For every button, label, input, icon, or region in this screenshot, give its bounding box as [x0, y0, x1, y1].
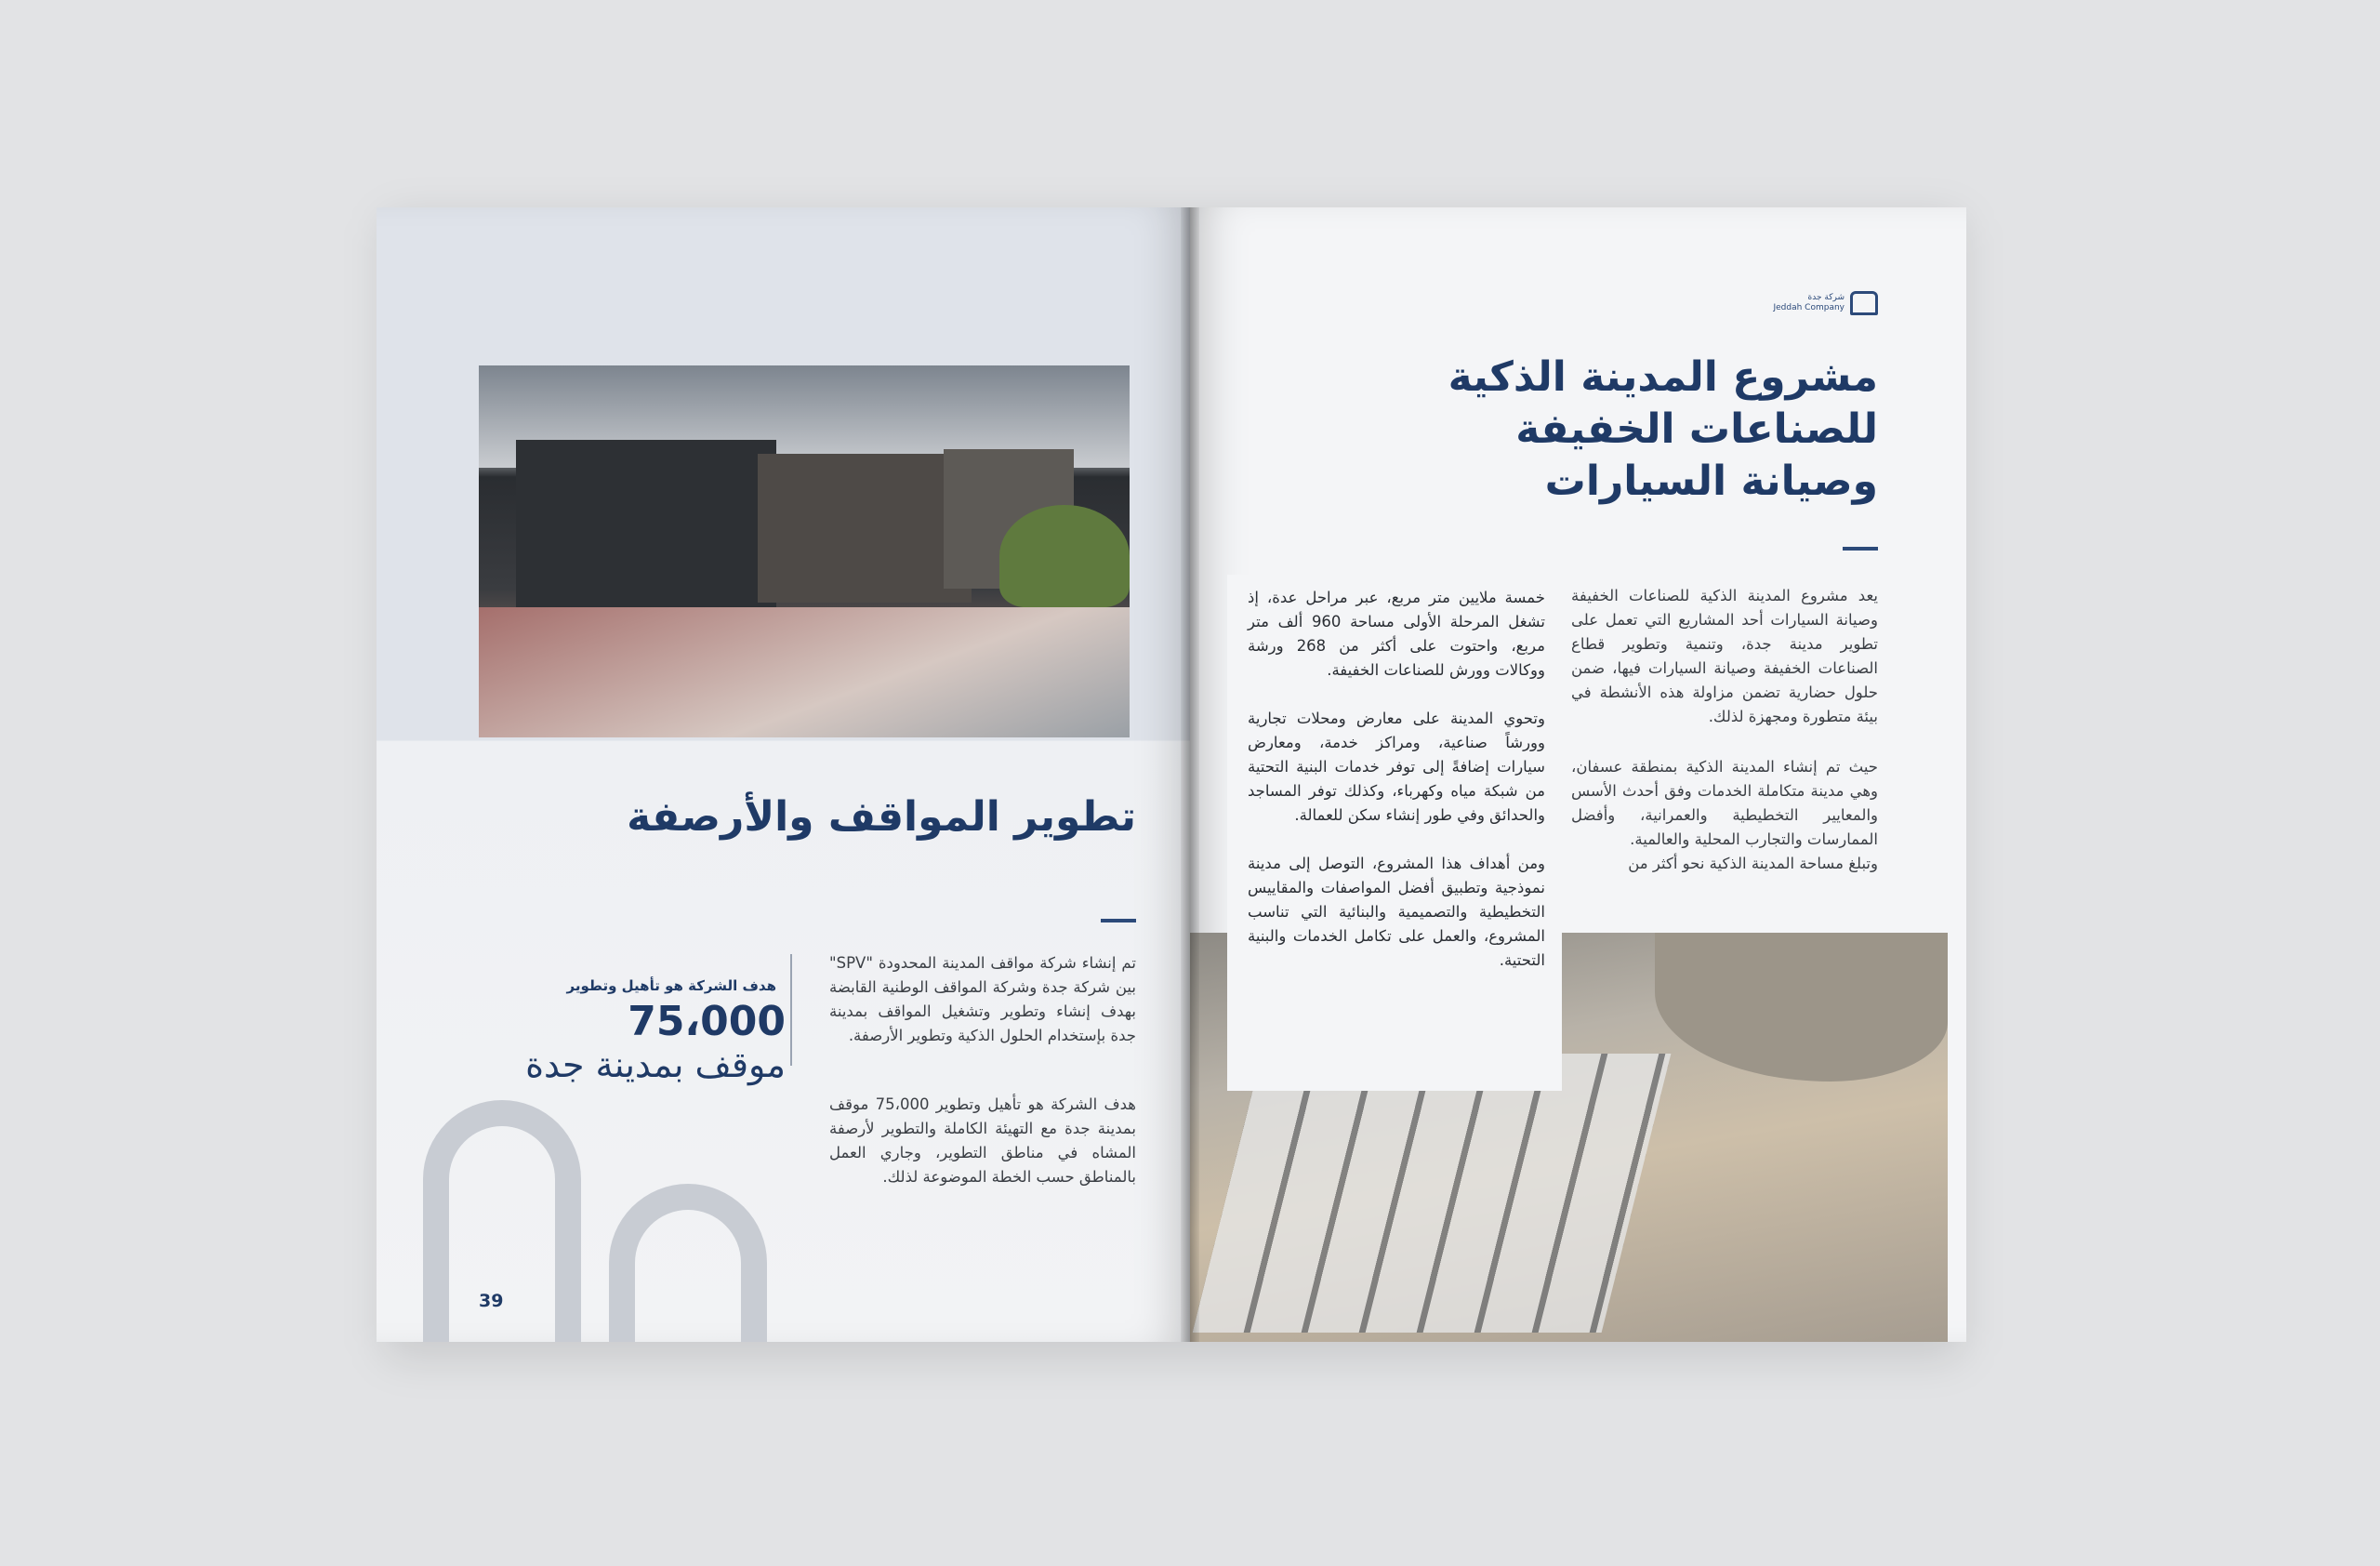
parking-body-paragraph: هدف الشركة هو تأهيل وتطوير 75،000 موقف بمدينة جدة مع التهيئة الكاملة والتطوير لأرصفة المشاه في مناطق التطوير، وجاري العمل بالمناطق حسب الخطة الموضوعة لذلك. — [829, 1095, 1136, 1186]
logo-arabic: شركة جدة — [1807, 293, 1844, 302]
text-column-left-box — [1227, 575, 1562, 1091]
stat-number: 75،000 — [628, 998, 786, 1045]
logo-text — [1773, 293, 1844, 313]
warehouse-grid — [1193, 1054, 1672, 1333]
heading-rule — [1101, 919, 1136, 922]
body-paragraph: ومن أهداف هذا المشروع، التوصل إلى مدينة نموذجية وتطبيق أفضل المواصفات والمقاييس التخطيطية والتصميمية والبنائية التي تناسب المشروع، والعمل على تكامل الخدمات والبنية التحتية. — [1248, 855, 1545, 969]
stat-caption: هدف الشركة هو تأهيل وتطوير — [566, 977, 776, 994]
decorative-arch — [609, 1184, 767, 1342]
building-block — [516, 440, 776, 617]
body-paragraph: حيث تم إنشاء المدينة الذكية بمنطقة عسفان، وهي مدينة متكاملة الخدمات وفق أحدث الأسس والمعايير التخطيطية والعمرانية، وأفضل الممارسات والتجارب المحلية والعالمية. — [1571, 758, 1878, 848]
book-spine — [1181, 207, 1199, 1342]
text-column-right — [1571, 584, 1878, 902]
jeddah-company-logo — [1773, 291, 1878, 315]
hill — [1655, 933, 1948, 1082]
right-page — [1190, 207, 1966, 1342]
stat-divider — [790, 954, 792, 1066]
stat-label: موقف بمدينة جدة — [525, 1044, 786, 1085]
parking-body-paragraph: تم إنشاء شركة مواقف المدينة المحدودة "SPV" بين شركة جدة وشركة المواقف الوطنية القابضة بهدف إنشاء وتطوير وتشغيل المواقف بمدينة جدة بإستخدام الحلول الذكية وتطوير الأرصفة. — [829, 954, 1136, 1044]
left-page — [377, 207, 1190, 1342]
body-paragraph: خمسة ملايين متر مربع، عبر مراحل عدة، إذ تشغل المرحلة الأولى مساحة 960 ألف متر مربع، واحتوت على أكثر من 268 ورشة ووكالات وورش للصناعات الخفيفة. — [1248, 589, 1545, 679]
body-paragraph: وتحوي المدينة على معارض ومحلات تجارية وورشاً صناعية، ومراكز خدمة، ومعارض سيارات إضافةً إلى توفر خدمات البنية التحتية من شبكة مياه وكهرباء، وكذلك توفر المساجد والحدائق وفي طور إنشاء سكن للعمالة. — [1248, 710, 1545, 824]
logo-english: Jeddah Company — [1773, 303, 1844, 312]
body-paragraph: وتبلغ مساحة المدينة الذكية نحو أكثر من — [1628, 855, 1878, 872]
building-photo — [479, 365, 1130, 737]
plaza — [479, 607, 1130, 737]
logo-icon — [1850, 291, 1878, 315]
body-paragraph: يعد مشروع المدينة الذكية للصناعات الخفيفة وصيانة السيارات أحد المشاريع التي تعمل على تطوير مدينة جدة، وتنمية وتطوير قطاع الصناعات الخفيفة وصيانة السيارات فيها، ضمن حلول حضارية تضمن مزاولة هذه الأنشطة في بيئة متطورة ومجهزة لذلك. — [1571, 587, 1878, 725]
heading-rule — [1843, 547, 1878, 551]
text-column-left — [1248, 586, 1545, 997]
parking-heading: تطوير المواقف والأرصفة — [627, 793, 1136, 841]
page-number: 39 — [479, 1291, 504, 1311]
building-block — [758, 454, 972, 603]
tree — [999, 505, 1130, 607]
smart-city-heading: مشروع المدينة الذكية للصناعات الخفيفة وصيانة السيارات — [1448, 353, 1878, 505]
